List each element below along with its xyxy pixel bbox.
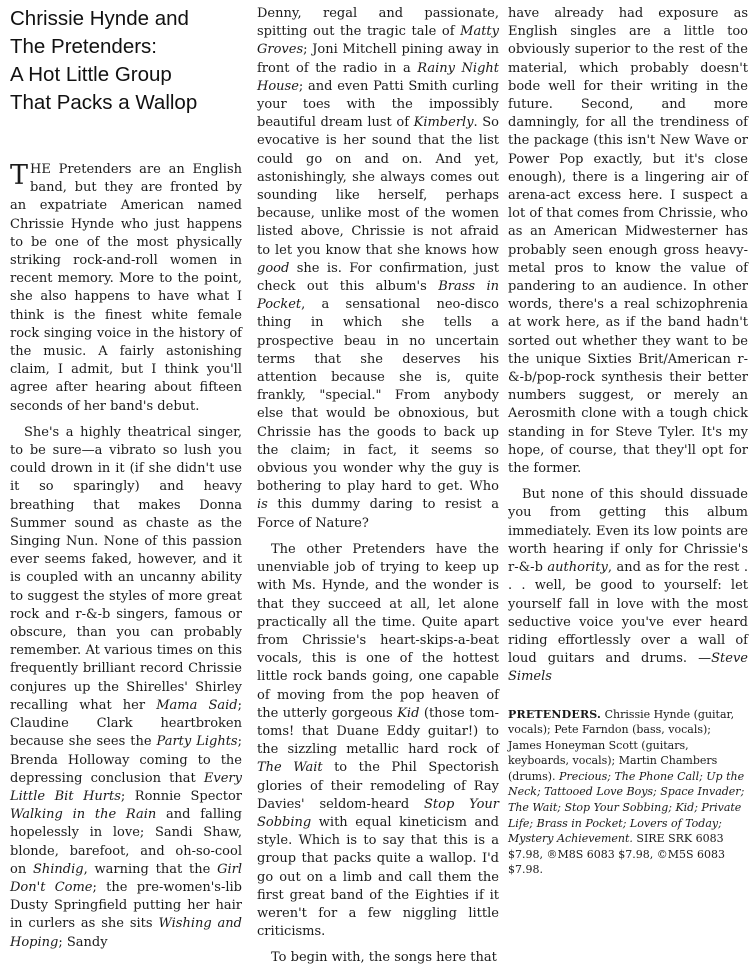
paragraph [508, 486, 748, 686]
album-credits [508, 707, 748, 879]
emphasis: good [257, 260, 290, 276]
paragraph [257, 5, 499, 533]
song-title: Brass in Pocket [257, 279, 499, 313]
text-run: (those tom-toms! that Duane Eddy guitar!) to the sizzling metallic hard rock of [257, 705, 499, 758]
column-3 [508, 5, 748, 878]
text-run: But none of this should dissuade you from getting this album immediately. Even its low points are worth hearing if only for Chrissie's r-&-b [508, 487, 748, 576]
text-run: ; Brenda Holloway coming to the depressing conclusion that [10, 734, 242, 786]
song-title: The Wait [257, 760, 323, 776]
paragraph-text: Pretenders are an English band, but they are fronted by an expatriate American named Chrissie Hynde who just happens to be one of the most physically striking rock-and-roll women in recent memory. More to the point, she also happens to have what I think is the finest white female rock singing voice in the history of the music. A fairly astonishing claim, I admit, but I think you'll agree after hearing about fifteen seconds of her band's debut. [10, 162, 242, 414]
paragraph [10, 161, 242, 416]
show-title: Shindig [33, 861, 84, 877]
text-run: ; Ronnie Spector [120, 788, 242, 804]
text-run: , warning that the [83, 861, 218, 877]
text-run: ; Joni Mitchell pining away in front of the radio in a [257, 42, 499, 76]
headline [10, 5, 242, 117]
paragraph [257, 541, 499, 941]
text-run: to the Phil Spectorish glories of their remodeling of Ray Davies' seldom-heard [257, 760, 499, 812]
credits-label: PRETENDERS. [508, 707, 602, 721]
headline-line-1: Chrissie Hynde and [10, 7, 189, 30]
paragraph [10, 424, 242, 952]
text-run: and falling hopelessly in love; Sandi Shaw, blonde, barefoot, and oh-so-cool on [10, 807, 242, 877]
paragraph: To begin with, the songs here that [271, 950, 497, 966]
headline-line-4: That Packs a Wallop [10, 91, 198, 114]
emphasis: authority [547, 560, 608, 576]
headline-line-3: A Hot Little Group [10, 63, 172, 86]
song-title: Party Lights [156, 734, 238, 750]
song-title: Wishing and Hoping [10, 916, 243, 950]
column-2 [257, 5, 499, 968]
text-run: ; Sandy [58, 934, 108, 950]
paragraph: have already had exposure as English singles are a little too obviously superior to the rest of the material, which probably doesn't bode well for their writing in the future. Second, and more damningly, for all the trendiness of the package (this isn't New Wave or Power Pop exactly, but it's close enough), there is a lingering air of arena-act excess here. I suspect a lot of that comes from Chrissie, who as an American Midwesterner has probably seen enough gross heavy-metal pros to know the value of pandering to an audience. In other words, there's a real schizophrenia at work here, as if the band hadn't sorted out whether they want to be the unique Sixties Brit/American r-&-b/pop-rock synthesis their better numbers suggest, or merely an Aerosmith clone with a tough chick standing in for Steve Tyler. It's my hope, of course, that they'll opt for the former. [508, 6, 748, 477]
text-run: she is. For confirmation, just check out this album's [257, 260, 499, 295]
text-run: ; and even Patti Smith curling your toes with the impossibly beautiful dream lust of [257, 78, 499, 131]
column-1 [10, 5, 242, 952]
author-signature: —Steve Simels [508, 651, 748, 685]
text-run: She's a highly theatrical singer, to be sure—a vibrato so lush you could drown in it (if she didn't use it so sparingly) and heavy breathing that makes Donna Summer sound as chaste as the Singing Nun. None of this passion ever seems faked, however, and it is coupled with an uncanny ability to suggest the styles of more great rock and r-&-b singers, famous or obscure, than you can probably remember. At various times on this frequently brilliant record Chrissie conjures up the Shirelles' Shirley recalling what her [10, 424, 242, 713]
song-title: Walking in the Rain [10, 807, 157, 823]
text-run: , and as for the rest . . . well, be good to yourself: let yourself fall in love with the most seductive voice you've ever heard riding effortlessly over a wall of loud guitars and drums. [508, 560, 749, 667]
credits-tracklist: Precious; The Phone Call; Up the Neck; Tattooed Love Boys; Space Invader; The Wait; Stop Your Sobbing; Kid; Private Life; Brass in Pocket; Lovers of Today; Mystery Achievement. [508, 769, 745, 846]
text-run: . So evocative is her sound that the list could go on and on. And yet, astonishingly, she always comes out sounding like herself, perhaps because, unlike most of the women listed above, Chrissie is not afraid to let you know that she knows how [257, 115, 500, 258]
song-title: Mama Said [156, 697, 238, 713]
headline-line-2: The Pretenders: [10, 35, 157, 58]
lead-in: HE [30, 162, 51, 177]
text-run: ; Claudine Clark heartbroken because she sees the [10, 697, 242, 750]
text-run: with equal kineticism and style. Which is to say that this is a group that packs quite a wallop. I'd go out on a limb and call them the first great band of the Eighties if it weren't for a few niggling little criticisms. [257, 814, 499, 940]
song-title: Kid [397, 705, 420, 721]
text-run: Denny, regal and passionate, spitting out the tragic tale of [257, 6, 499, 40]
song-title: Rainy Night House [257, 60, 500, 94]
text-run: ; the pre-women's-lib Dusty Springfield putting her hair in curlers as she sits [10, 879, 242, 932]
text-run: The other Pretenders have the unenviable job of trying to keep up with Ms. Hynde, and the wonder is that they succeed at all, let alone practically all the time. Quite apart from Chrissie's heart-skips-a-beat vocals, this is one of the hottest little rock bands going, one capable of moving from the pop heaven of the utterly gorgeous [257, 541, 499, 721]
song-title: Kimberly [413, 115, 474, 131]
credits-release: SIRE SRK 6083 $7.98, ®M8S 6083 $7.98, ©M5S 6083 $7.98. [508, 832, 726, 877]
text-run: this dummy daring to resist a Force of Nature? [257, 497, 499, 531]
song-title: Stop Your Sobbing [257, 796, 500, 830]
drop-cap: T [10, 160, 29, 191]
song-title: Every Little Bit Hurts [10, 770, 242, 804]
text-run: , a sensational neo-disco thing in which she tells a prospective beau in no uncertain terms that she deserves his attention because she is, quite frankly, "special." From anybody else that would be obnoxious, but Chrissie has the goods to back up the claim; in fact, it seems so obvious you wonder why the guy is bothering to play hard to get. Who [257, 297, 499, 495]
song-title: Girl Don't Come [10, 861, 242, 895]
emphasis: is [257, 497, 268, 513]
song-title: Matty Groves [257, 24, 499, 58]
credits-personnel: Chrissie Hynde (guitar, vocals); Pete Farndon (bass, vocals); James Honeyman Scott (guitars, keyboards, vocals); Martin Chambers (drums). [508, 707, 735, 783]
